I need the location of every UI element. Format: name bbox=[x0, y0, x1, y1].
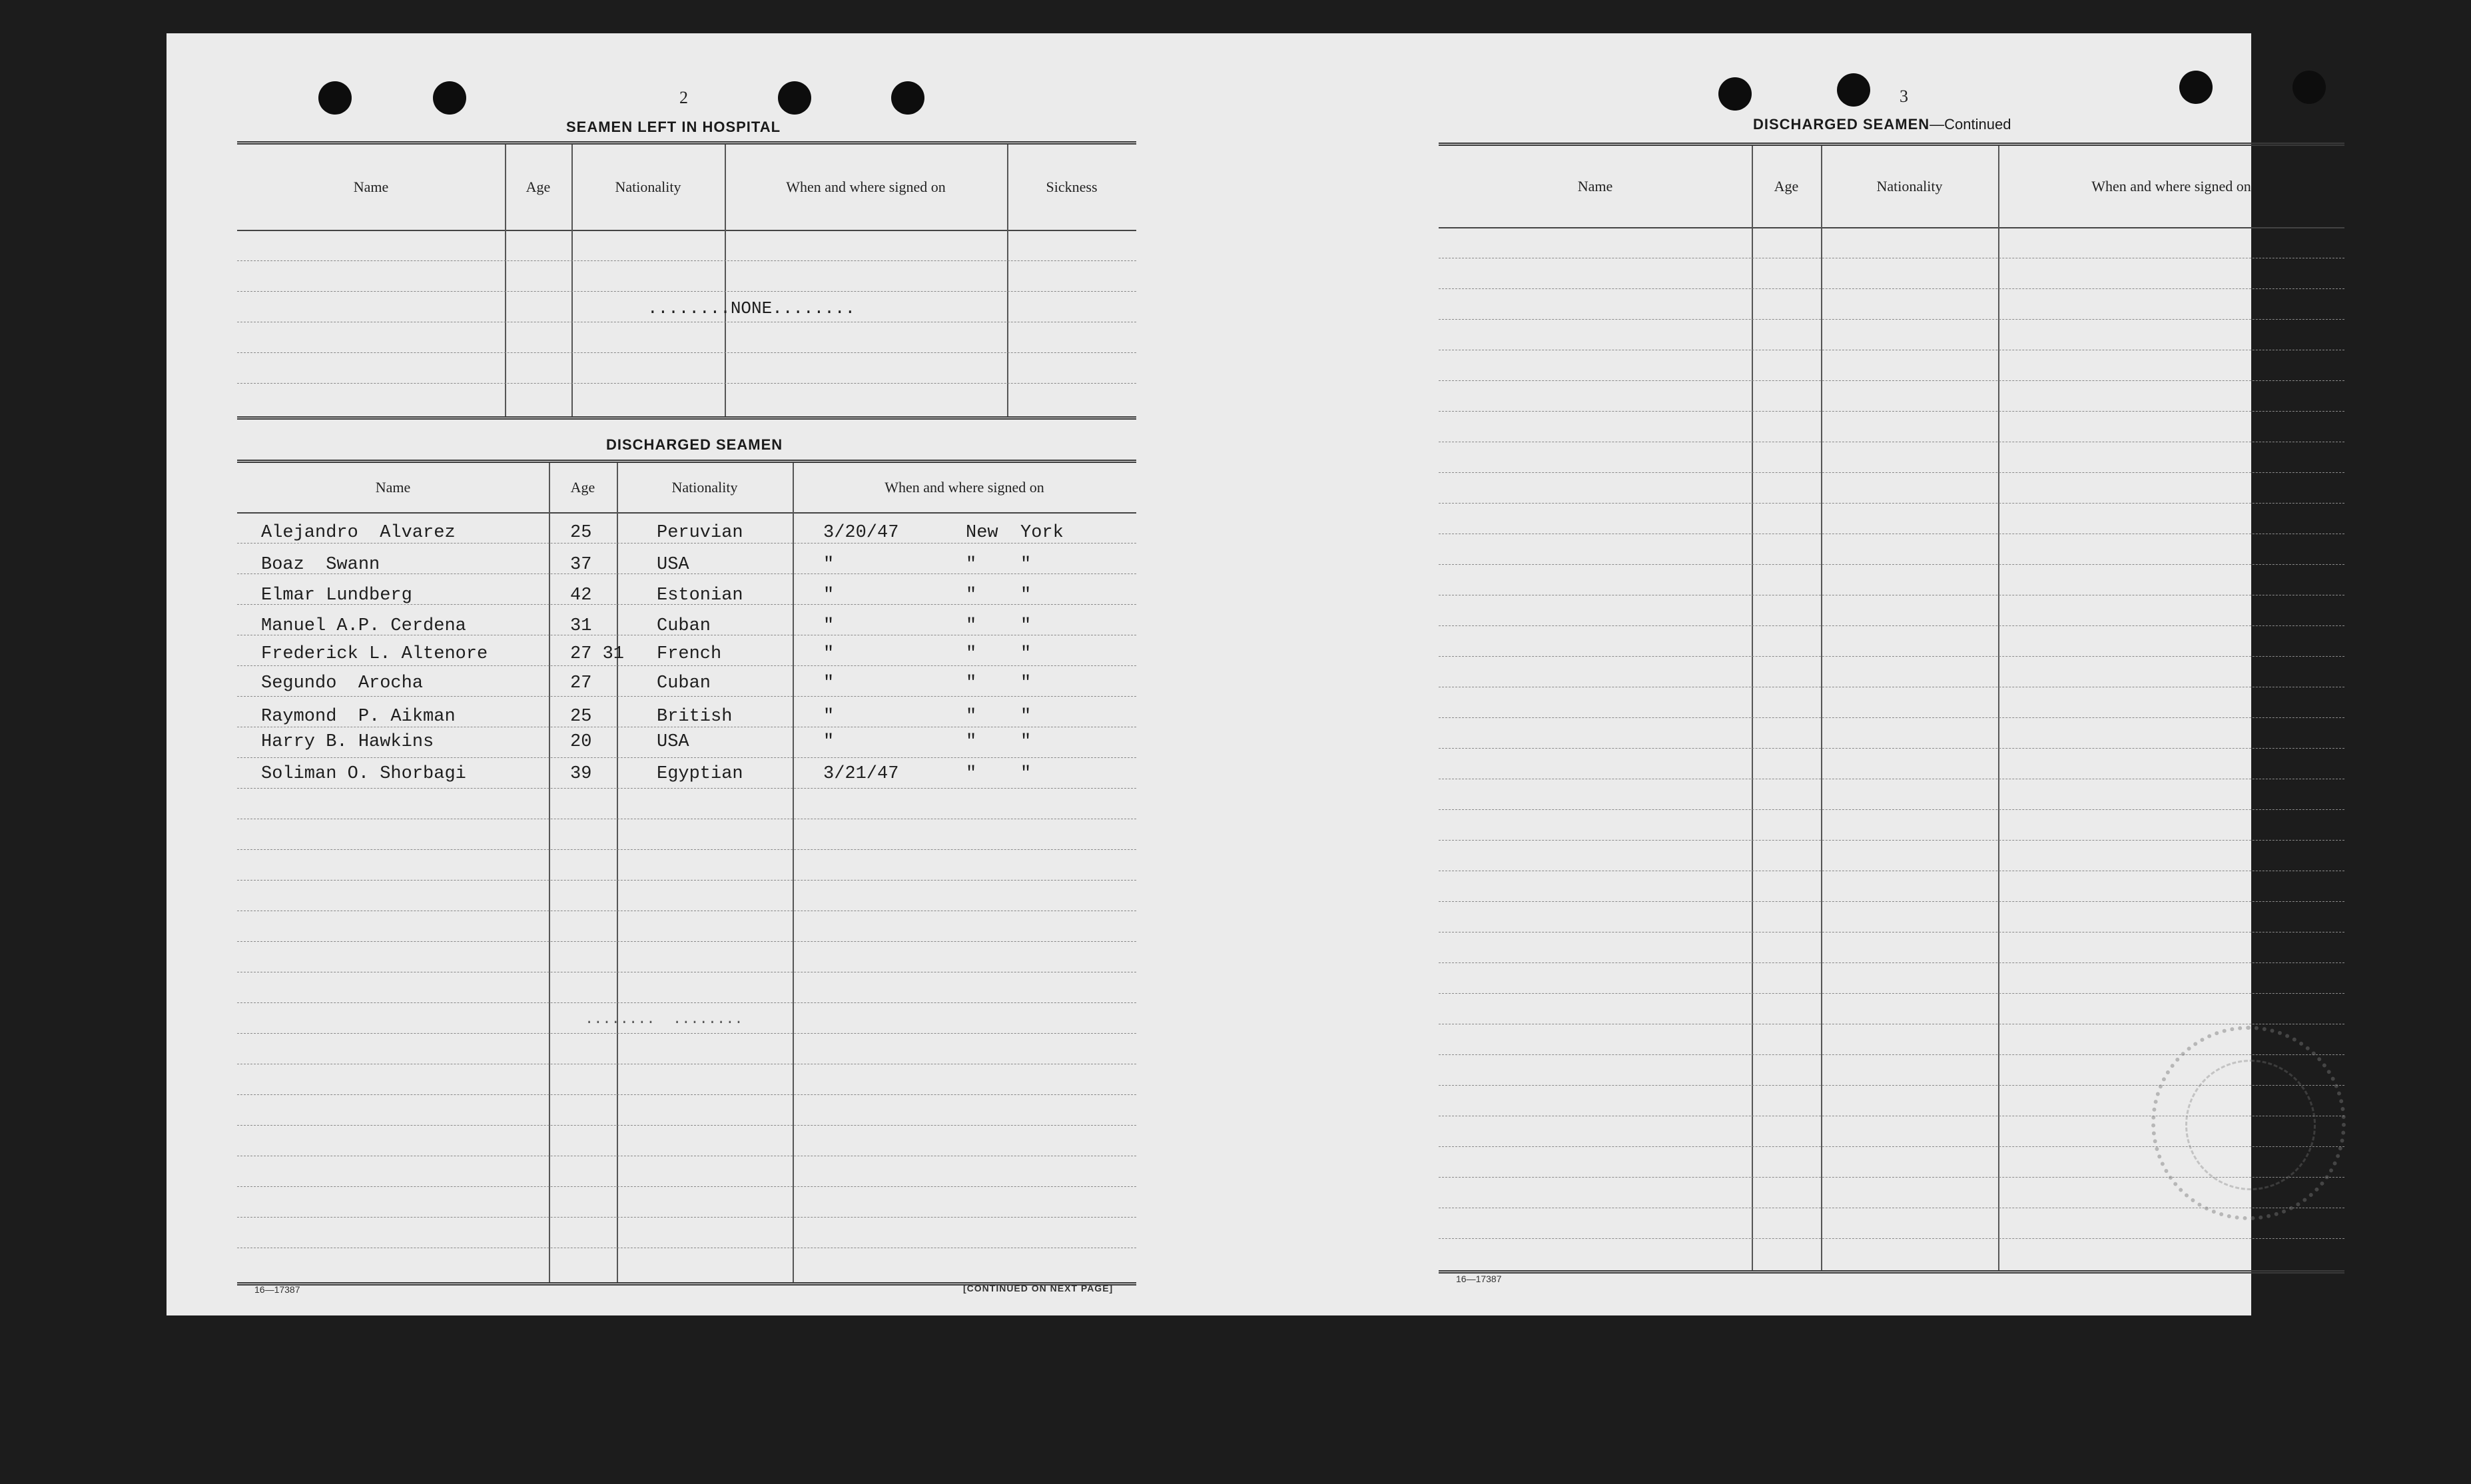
hospital-section-title: SEAMEN LEFT IN HOSPITAL bbox=[566, 119, 781, 135]
ruled-line bbox=[237, 260, 1136, 261]
seaman-nationality: Peruvian bbox=[657, 523, 743, 543]
seaman-nationality: Cuban bbox=[657, 673, 711, 693]
ruled-line bbox=[1439, 472, 2344, 473]
punch-hole bbox=[1718, 77, 1752, 111]
document-sheet bbox=[167, 33, 2251, 1315]
seaman-nationality: USA bbox=[657, 555, 689, 575]
ruled-line bbox=[1439, 380, 2344, 381]
ruled-line bbox=[1439, 656, 2344, 657]
column-header-signed-on: When and where signed on bbox=[2091, 178, 2251, 194]
ruled-line bbox=[237, 1217, 1136, 1218]
column-divider bbox=[1752, 146, 1753, 1270]
form-code: 16—17387 bbox=[254, 1284, 300, 1295]
column-divider bbox=[1007, 145, 1008, 416]
ruled-line bbox=[237, 880, 1136, 881]
column-divider bbox=[1998, 146, 1999, 1270]
signed-on-date: " bbox=[823, 644, 835, 664]
seaman-age: 39 bbox=[570, 764, 592, 784]
signed-on-date: 3/20/47 bbox=[823, 523, 899, 543]
page-number: 3 bbox=[1900, 87, 1908, 106]
column-header-signed-on: When and where signed on bbox=[884, 479, 1044, 496]
stamp-inner-ring bbox=[2185, 1060, 2316, 1190]
signed-on-place: " bbox=[966, 616, 977, 636]
seaman-name: Harry B. Hawkins bbox=[261, 732, 434, 752]
page-number: 2 bbox=[679, 88, 688, 107]
ruled-line bbox=[1439, 993, 2344, 994]
seaman-age: 20 bbox=[570, 732, 592, 752]
discharged-table bbox=[237, 460, 1136, 1286]
discharged-continued-title bbox=[1753, 116, 2011, 133]
ruled-line bbox=[237, 543, 1136, 544]
column-header-signed-on: When and where signed on bbox=[786, 179, 946, 195]
signed-on-place: " bbox=[966, 732, 977, 752]
seaman-age: 25 bbox=[570, 707, 592, 727]
signed-on-place: " bbox=[1020, 732, 1032, 752]
signed-on-place: " bbox=[1020, 707, 1032, 727]
seaman-name: Soliman O. Shorbagi bbox=[261, 764, 466, 784]
ruled-line bbox=[237, 849, 1136, 850]
seaman-name: Manuel A.P. Cerdena bbox=[261, 616, 466, 636]
column-header-age: Age bbox=[1774, 178, 1799, 194]
ruled-line bbox=[1439, 748, 2344, 749]
ruled-line bbox=[1439, 625, 2344, 626]
ruled-line bbox=[237, 665, 1136, 666]
signed-on-place: " bbox=[1020, 673, 1032, 693]
signed-on-place: " bbox=[1020, 555, 1032, 575]
ruled-line bbox=[1439, 901, 2344, 902]
column-header-nationality: Nationality bbox=[671, 479, 738, 496]
ruled-line bbox=[237, 1186, 1136, 1187]
continued-note: [CONTINUED ON NEXT PAGE] bbox=[963, 1283, 1114, 1294]
column-header-age: Age bbox=[570, 479, 595, 496]
none-entry: ........NONE........ bbox=[647, 298, 856, 318]
seaman-age: 42 bbox=[570, 585, 592, 605]
punch-hole bbox=[433, 81, 466, 115]
signed-on-place: " bbox=[966, 555, 977, 575]
circular-stamp bbox=[2151, 1026, 2346, 1220]
column-divider bbox=[505, 145, 506, 416]
discharged-section-title: DISCHARGED SEAMEN bbox=[606, 436, 783, 453]
seaman-nationality: Egyptian bbox=[657, 764, 743, 784]
signed-on-place: " bbox=[966, 644, 977, 664]
seaman-nationality: French bbox=[657, 644, 722, 664]
column-divider bbox=[725, 145, 726, 416]
seaman-age: 37 bbox=[570, 555, 592, 575]
title-main: DISCHARGED SEAMEN bbox=[1753, 116, 1930, 133]
title-suffix: —Continued bbox=[1930, 116, 2011, 133]
punch-hole bbox=[2179, 71, 2213, 104]
hospital-table bbox=[237, 141, 1136, 420]
seaman-name: Elmar Lundberg bbox=[261, 585, 412, 605]
signed-on-place: " bbox=[1020, 616, 1032, 636]
seaman-nationality: British bbox=[657, 707, 733, 727]
seaman-name: Boaz Swann bbox=[261, 555, 380, 575]
seaman-name: Segundo Arocha bbox=[261, 673, 424, 693]
signed-on-place: " bbox=[966, 585, 977, 605]
left-page bbox=[167, 33, 1206, 1315]
signed-on-place: " bbox=[966, 764, 977, 784]
ruled-line bbox=[237, 1033, 1136, 1034]
ruled-line bbox=[1439, 809, 2344, 810]
seaman-age: 25 bbox=[570, 523, 592, 543]
discharged-continued-header bbox=[1439, 146, 2344, 228]
ruled-line bbox=[237, 941, 1136, 942]
seaman-age: 31 bbox=[570, 616, 592, 636]
signed-on-date: " bbox=[823, 616, 835, 636]
signed-on-place: " bbox=[1020, 764, 1032, 784]
signed-on-place: New bbox=[966, 523, 998, 543]
signed-on-date: " bbox=[823, 555, 835, 575]
punch-hole bbox=[778, 81, 811, 115]
column-header-age: Age bbox=[526, 179, 551, 195]
ruled-line bbox=[237, 1002, 1136, 1003]
ruled-line bbox=[237, 352, 1136, 353]
discharged-table-header bbox=[237, 463, 1136, 514]
column-header-sickness: Sickness bbox=[1046, 179, 1098, 195]
column-header-nationality: Nationality bbox=[615, 179, 681, 195]
ruled-line bbox=[237, 383, 1136, 384]
column-divider bbox=[571, 145, 573, 416]
seaman-nationality: Estonian bbox=[657, 585, 743, 605]
signed-on-date: " bbox=[823, 585, 835, 605]
punch-hole bbox=[1837, 73, 1870, 107]
signed-on-place: " bbox=[1020, 585, 1032, 605]
ruled-line bbox=[1439, 840, 2344, 841]
signed-on-place: " bbox=[966, 673, 977, 693]
ruled-line bbox=[237, 788, 1136, 789]
ruled-line bbox=[1439, 717, 2344, 718]
ruled-line bbox=[1439, 288, 2344, 289]
signed-on-place: " bbox=[966, 707, 977, 727]
seaman-nationality: Cuban bbox=[657, 616, 711, 636]
signed-on-place: " bbox=[1020, 644, 1032, 664]
ruled-line bbox=[237, 696, 1136, 697]
punch-hole bbox=[891, 81, 924, 115]
column-divider bbox=[793, 463, 794, 1282]
punch-hole bbox=[318, 81, 352, 115]
seaman-name: Alejandro Alvarez bbox=[261, 523, 456, 543]
ruled-line bbox=[237, 1094, 1136, 1095]
ruled-line bbox=[1439, 411, 2344, 412]
column-header-nationality: Nationality bbox=[1876, 178, 1943, 194]
signed-on-place: York bbox=[1020, 523, 1064, 543]
ruled-line bbox=[237, 757, 1136, 758]
dotted-mark: ........ ........ bbox=[585, 1011, 743, 1028]
column-header-name: Name bbox=[353, 179, 389, 195]
signed-on-date: 3/21/47 bbox=[823, 764, 899, 784]
ruled-line bbox=[1439, 564, 2344, 565]
ruled-line bbox=[1439, 962, 2344, 963]
column-header-name: Name bbox=[1577, 178, 1613, 194]
signed-on-date: " bbox=[823, 707, 835, 727]
ruled-line bbox=[1439, 503, 2344, 504]
ruled-line bbox=[237, 1125, 1136, 1126]
seaman-name: Frederick L. Altenore bbox=[261, 644, 488, 664]
column-divider bbox=[549, 463, 550, 1282]
signed-on-date: " bbox=[823, 673, 835, 693]
seaman-name: Raymond P. Aikman bbox=[261, 707, 456, 727]
ruled-line bbox=[237, 291, 1136, 292]
form-code: 16—17387 bbox=[1456, 1274, 1502, 1284]
seaman-age: 27 bbox=[570, 673, 592, 693]
column-divider bbox=[1821, 146, 1822, 1270]
ruled-line bbox=[1439, 1238, 2344, 1239]
ruled-line bbox=[1439, 319, 2344, 320]
signed-on-date: " bbox=[823, 732, 835, 752]
right-page bbox=[1206, 33, 2251, 1315]
seaman-age: 27 31 bbox=[570, 644, 625, 664]
punch-hole bbox=[2293, 71, 2326, 104]
column-header-name: Name bbox=[375, 479, 411, 496]
column-divider bbox=[617, 463, 618, 1282]
seaman-nationality: USA bbox=[657, 732, 689, 752]
hospital-table-header bbox=[237, 145, 1136, 231]
